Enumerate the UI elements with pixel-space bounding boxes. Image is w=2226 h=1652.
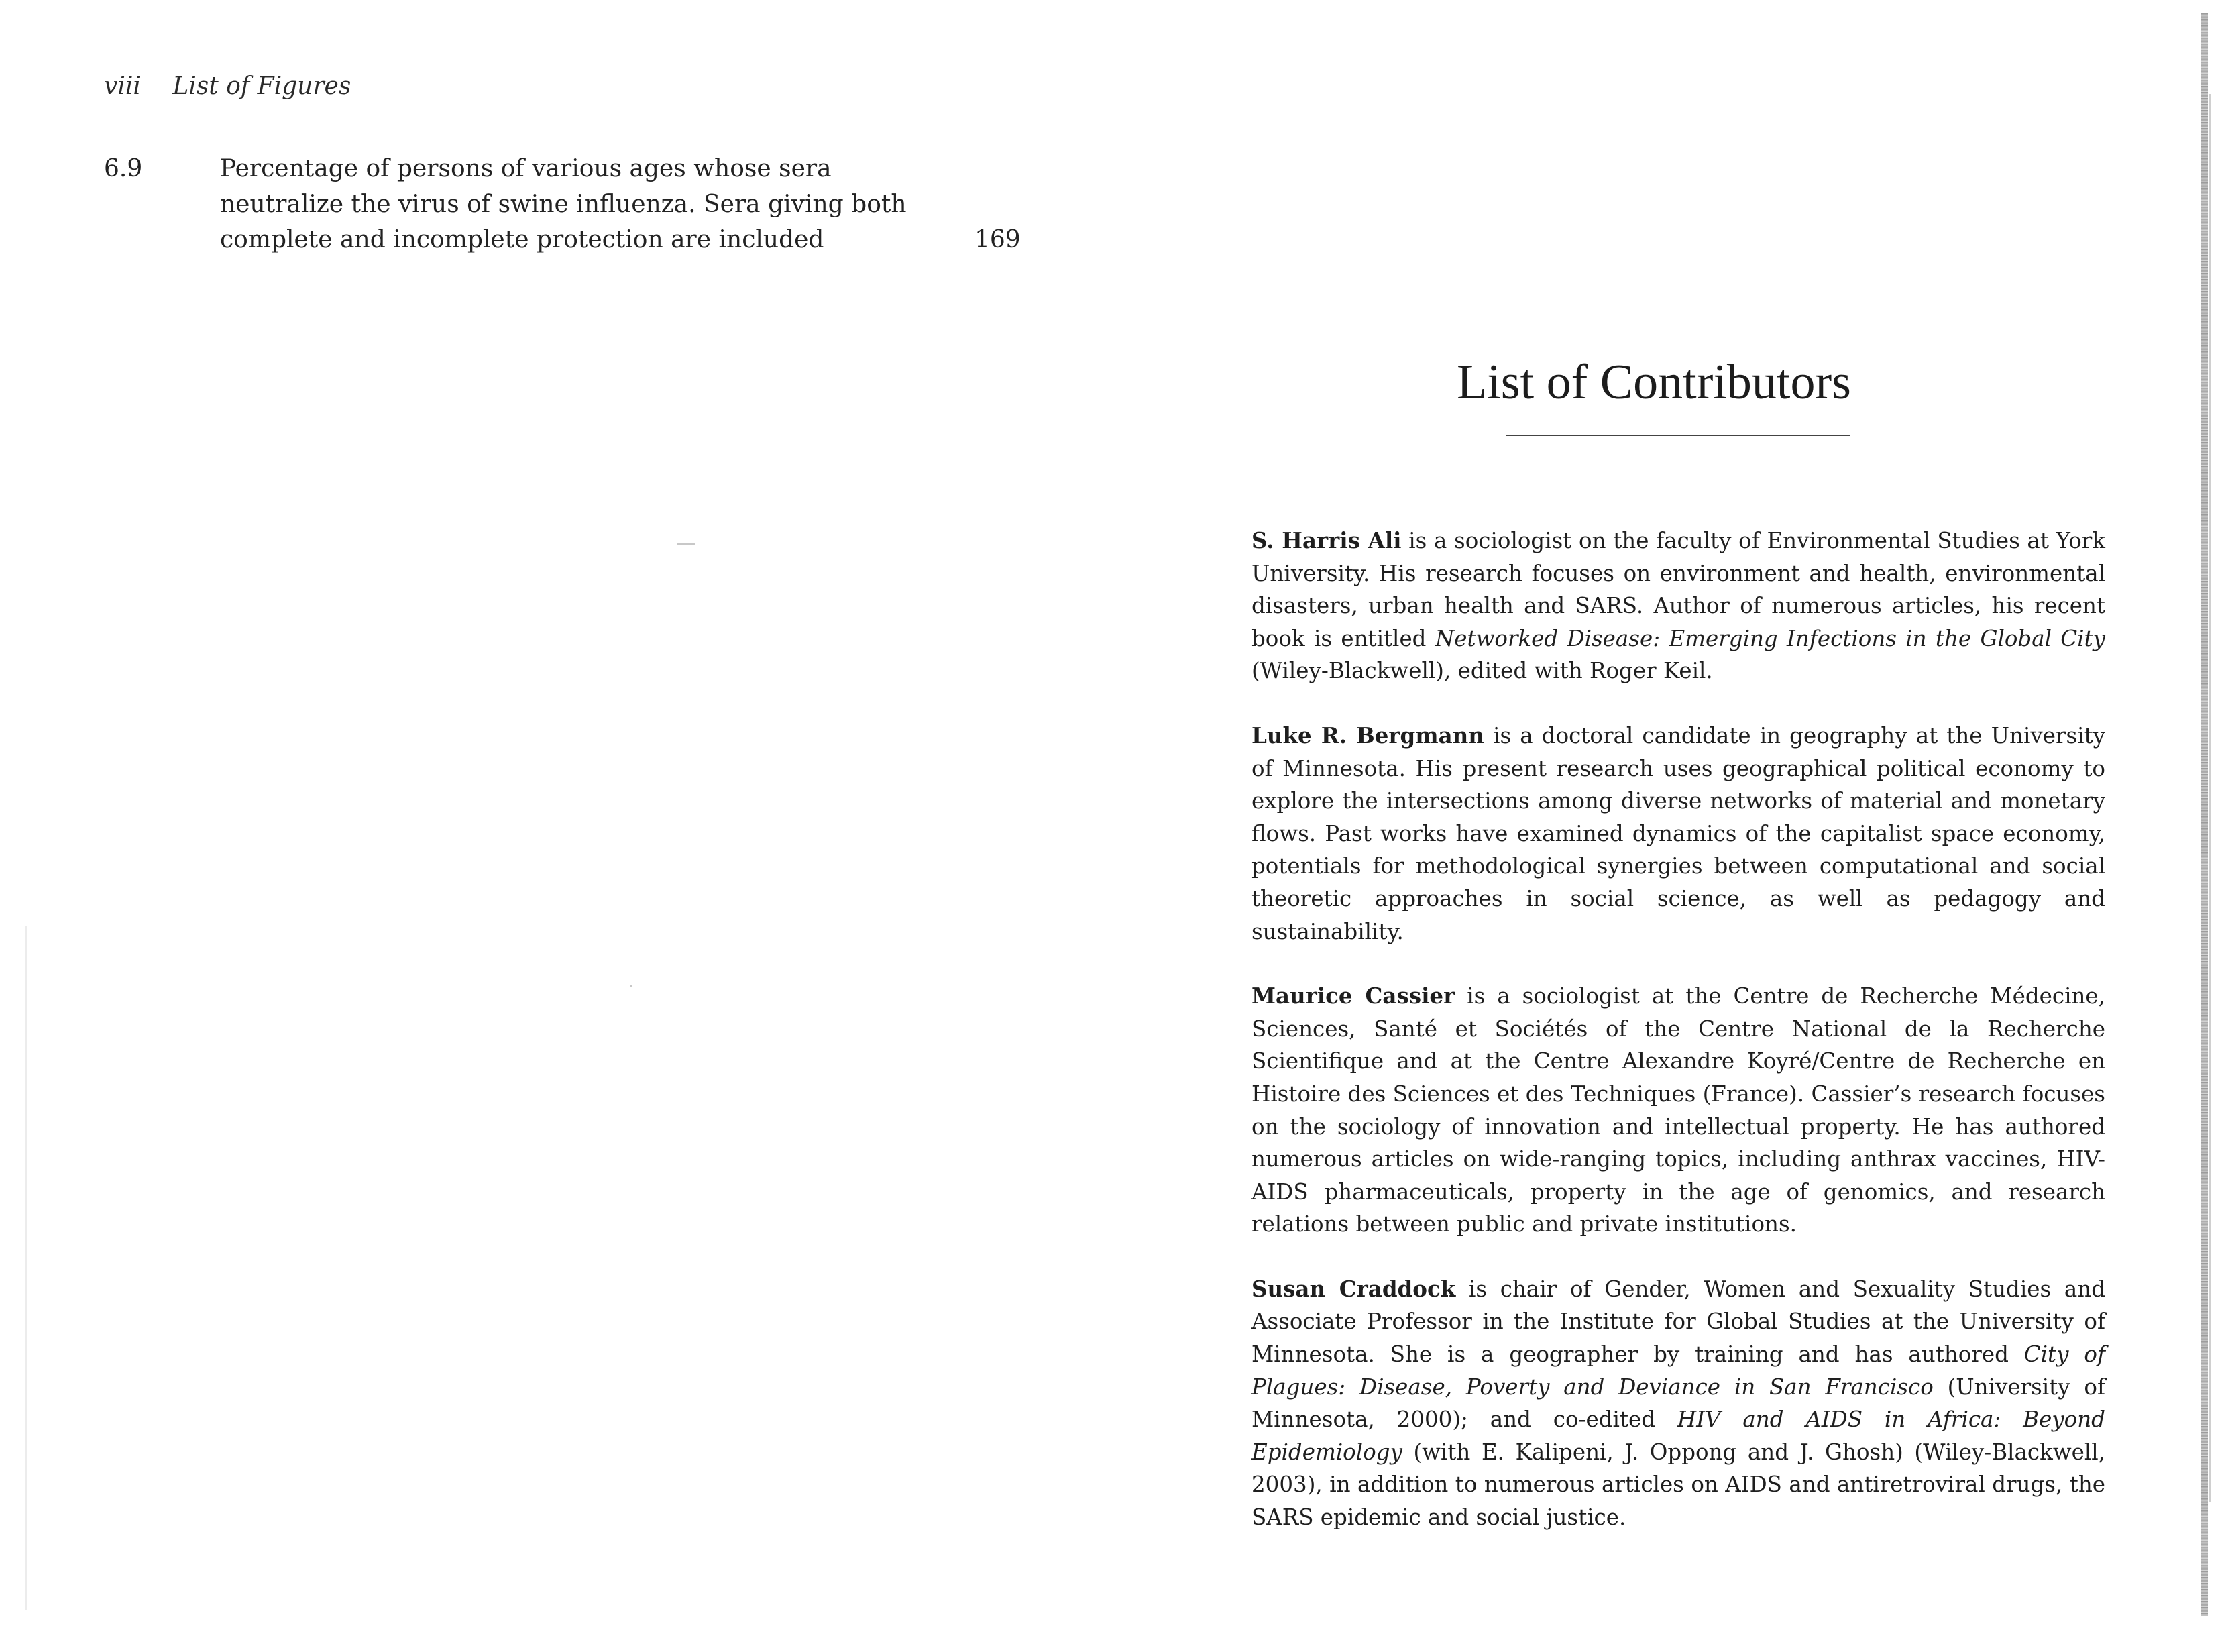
contributor-name: S. Harris Ali: [1251, 527, 1402, 553]
figure-number: 6.9: [104, 155, 143, 182]
contributor-bio: (University of Minnesota, 2000); and co-edited: [1251, 1374, 2106, 1433]
contributor-entry: [1251, 1273, 2105, 1534]
book-title: City of Plagues: Disease, Poverty and Deviance in San Francisco: [1251, 1341, 2105, 1400]
contributor-bio: is a sociologist at the Centre de Recherche Médecine, Sciences, Santé et Sociétés of the Centre National de la Recherche Scientifique and at the Centre Alexandre Koyré/Centre de Recherche en Histoire des Sciences et des Techniques (France). Cassier’s research focuses on the sociology of innovation and intellectual property. He has authored numerous articles on wide-ranging topics, including anthrax vaccines, HIV-AIDS pharmaceuticals, property in the age of genomics, and research relations between public and private institutions.: [1251, 983, 2105, 1237]
page-edge-shadow: [2201, 13, 2208, 1616]
right-page: [1113, 0, 2226, 1652]
scan-artifact: [630, 985, 632, 987]
running-head: [104, 72, 351, 100]
figure-page-number: 169: [975, 226, 1021, 254]
figure-caption: Percentage of persons of various ages whose sera neutralize the virus of swine influenza. Sera giving both complete and incomplete protection are included: [220, 155, 907, 254]
contributor-bio: is chair of Gender, Women and Sexuality Studies and Associate Professor in the Institute for Global Studies at the University of Minnesota. She is a geographer by training and has authored: [1251, 1276, 2105, 1368]
page-edge-shadow: [2209, 94, 2211, 1502]
contributor-name: Maurice Cassier: [1251, 983, 1455, 1009]
contributor-bio: (Wiley-Blackwell), edited with Roger Keil.: [1251, 658, 1713, 684]
contributor-bio: is a sociologist on the faculty of Environmental Studies at York University. His research focuses on environment and health, environmental disasters, urban health and SARS. Author of numerous articles, his recent book is entitled: [1251, 528, 2105, 651]
running-head-title: List of Figures: [172, 72, 351, 100]
book-title: Networked Disease: Emerging Infections in the Global City: [1435, 625, 2105, 651]
contributors-list: [1251, 525, 2105, 1566]
title-underline: [1506, 435, 1850, 436]
page-title: List of Contributors: [1457, 355, 1851, 410]
contributor-name: Susan Craddock: [1251, 1275, 1456, 1302]
contributor-bio: is a doctoral candidate in geography at the University of Minnesota. His present research uses geographical political economy to explore the intersections among diverse networks of material and monetary flows. Past works have examined dynamics of the capitalist space economy, potentials for methodological synergies between computational and social theoretic approaches in social science, as well as pedagogy and sustainability.: [1251, 722, 2105, 944]
contributor-name: Luke R. Bergmann: [1251, 722, 1484, 749]
scan-artifact: [25, 926, 27, 1610]
contributor-bio: (with E. Kalipeni, J. Oppong and J. Ghosh) (Wiley-Blackwell, 2003), in addition to numerous articles on AIDS and antiretroviral drugs, the SARS epidemic and social justice.: [1251, 1439, 2105, 1531]
contributor-entry: [1251, 980, 2105, 1241]
contributor-entry: [1251, 525, 2105, 687]
scan-artifact: [677, 543, 695, 545]
page-folio: viii: [104, 72, 141, 100]
book-title: HIV and AIDS in Africa: Beyond Epidemiology: [1251, 1407, 2105, 1465]
contributor-entry: [1251, 720, 2105, 948]
